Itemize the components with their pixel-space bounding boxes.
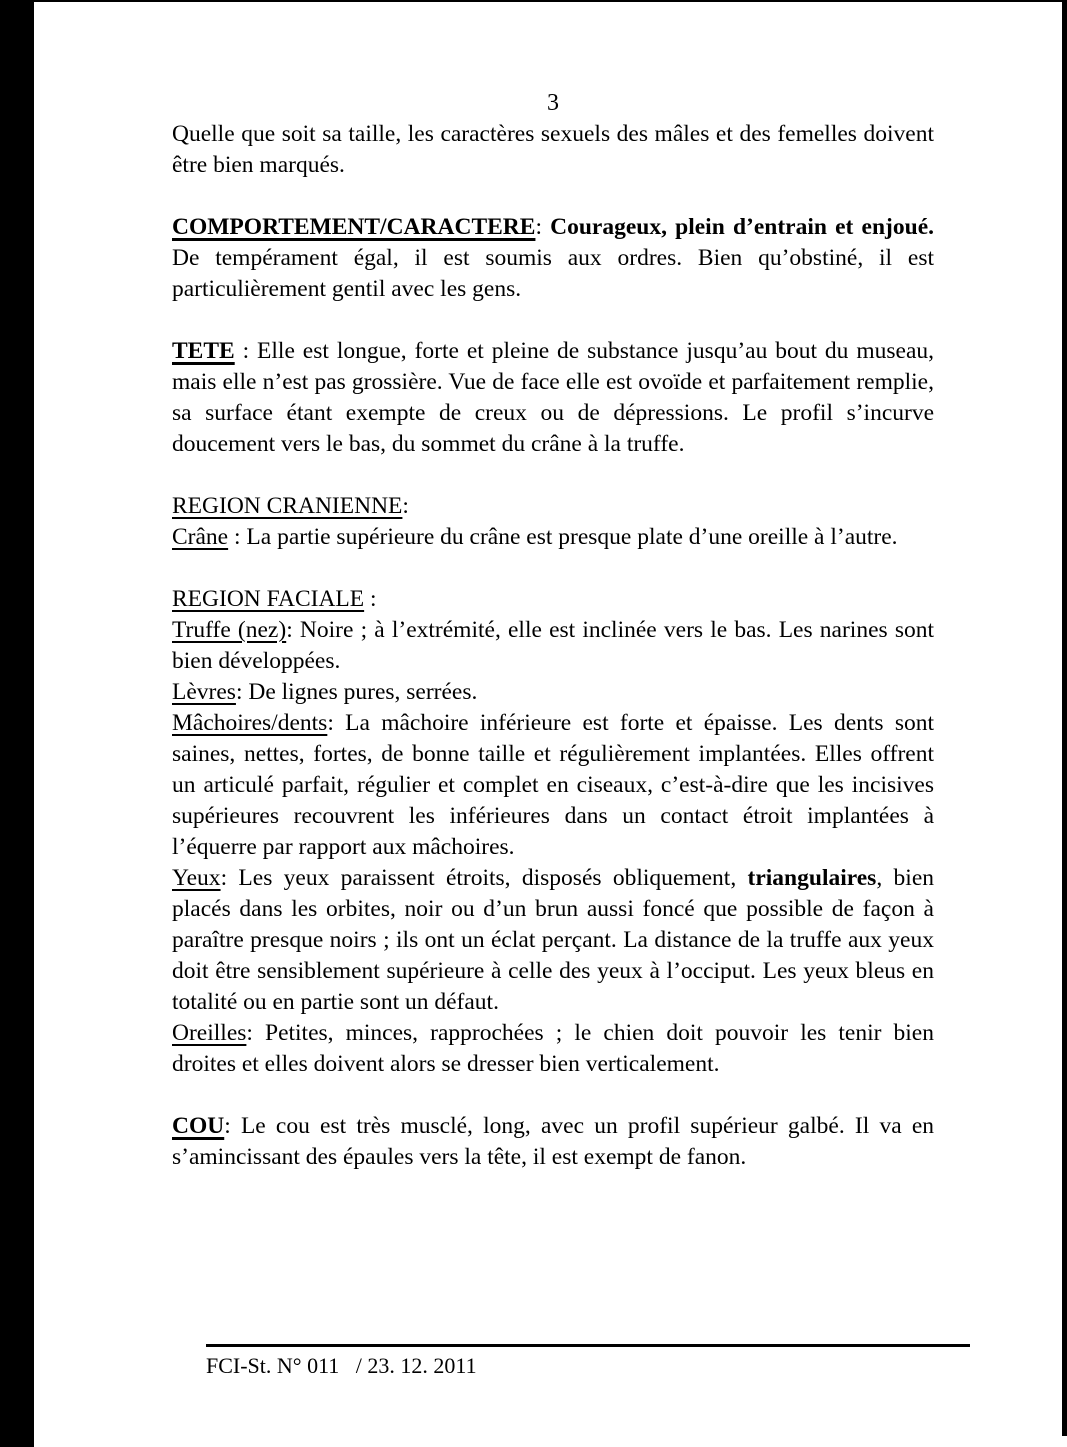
text-run-underline: Mâchoires/dents <box>172 710 328 736</box>
paragraph-yeux <box>172 863 934 1018</box>
text-run-normal: : Le cou est très musclé, long, avec un profil supérieur galbé. Il va en s’amincissant des épaules vers la tête, il est exempt de fanon. <box>172 1113 934 1170</box>
text-run-normal: : La partie supérieure du crâne est presque plate d’une oreille à l’autre. <box>228 524 898 550</box>
text-run-normal: , bien placés dans les orbites, noir ou d’un brun aussi foncé que possible de façon à paraître presque noirs ; ils ont un éclat perçant. La distance de la truffe aux yeux doit être sensiblement supérieure à celle des yeux à l’occiput. Les yeux bleus en totalité ou en partie sont un défaut. <box>172 865 934 1015</box>
text-run-normal: : La mâchoire inférieure est forte et épaisse. Les dents sont saines, nettes, fortes, de bonne taille et régulièrement implantées. Elles offrent un articulé parfait, régulier et complet en ciseaux, c’est-à-dire que les incisives supérieures recouvrent les inférieures dans un contact étroit implantées à l’équerre par rapport aux mâchoires. <box>172 710 934 860</box>
footer-text: FCI-St. N° 011 / 23. 12. 2011 <box>206 1353 477 1378</box>
viewer-frame-left <box>0 0 34 1447</box>
text-run-bold-underline: COMPORTEMENT/CARACTERE <box>172 214 536 240</box>
text-run-underline: REGION CRANIENNE <box>172 493 403 519</box>
text-run-bold: Courageux, plein d’entrain et enjoué. <box>550 214 934 240</box>
paragraph-comportement-caractere <box>172 212 934 305</box>
paragraph-truffe <box>172 615 934 677</box>
page-number: 3 <box>547 90 559 116</box>
text-run-normal: : Elle est longue, forte et pleine de substance jusqu’au bout du museau, mais elle n’est pas grossière. Vue de face elle est ovoïde et parfaitement remplie, sa surface étant exempte de creux ou de dépressions. Le profil s’incurve doucement vers le bas, du sommet du crâne à la truffe. <box>172 338 934 457</box>
text-run-normal: : <box>402 493 409 519</box>
document-body <box>172 119 934 1173</box>
paragraph-crane <box>172 522 934 553</box>
text-run-bold-underline: COU <box>172 1113 225 1139</box>
text-run-normal: : <box>364 586 377 612</box>
page-content <box>172 2 934 1173</box>
text-run-underline: Oreilles <box>172 1020 247 1046</box>
text-run-normal: : <box>535 214 551 240</box>
paragraph-intro <box>172 119 934 181</box>
text-run-normal: : Noire ; à l’extrémité, elle est inclinée vers le bas. Les narines sont bien développées. <box>172 617 935 674</box>
viewer-frame-right <box>1062 0 1067 1436</box>
text-run-normal: De tempérament égal, il est soumis aux ordres. Bien qu’obstiné, il est particulièrement gentil avec les gens. <box>172 245 934 302</box>
paragraph-cou <box>172 1111 934 1173</box>
text-run-bold-underline: TETE <box>172 338 235 364</box>
paragraph-region-cranienne <box>172 491 934 522</box>
paragraph-levres <box>172 677 934 708</box>
text-run-normal: : De lignes pures, serrées. <box>235 679 478 705</box>
text-run-bold: triangulaires <box>747 865 877 891</box>
text-run-normal: Quelle que soit sa taille, les caractères sexuels des mâles et des femelles doivent être bien marqués. <box>172 121 934 178</box>
document-page <box>34 2 1062 1436</box>
paragraph-region-faciale <box>172 584 934 615</box>
text-run-underline: Lèvres <box>172 679 236 705</box>
paragraph-machoires-dents <box>172 708 934 863</box>
text-run-underline: REGION FACIALE <box>172 586 365 612</box>
paragraph-tete <box>172 336 934 460</box>
text-run-underline: Truffe (nez) <box>172 617 287 643</box>
text-run-normal: : Petites, minces, rapprochées ; le chien doit pouvoir les tenir bien droites et elles doivent alors se dresser bien verticalement. <box>172 1020 934 1077</box>
footer-rule <box>206 1344 970 1347</box>
text-run-underline: Crâne <box>172 524 229 550</box>
text-run-normal: : Les yeux paraissent étroits, disposés obliquement, <box>220 865 748 891</box>
paragraph-oreilles <box>172 1018 934 1080</box>
text-run-underline: Yeux <box>172 865 221 891</box>
